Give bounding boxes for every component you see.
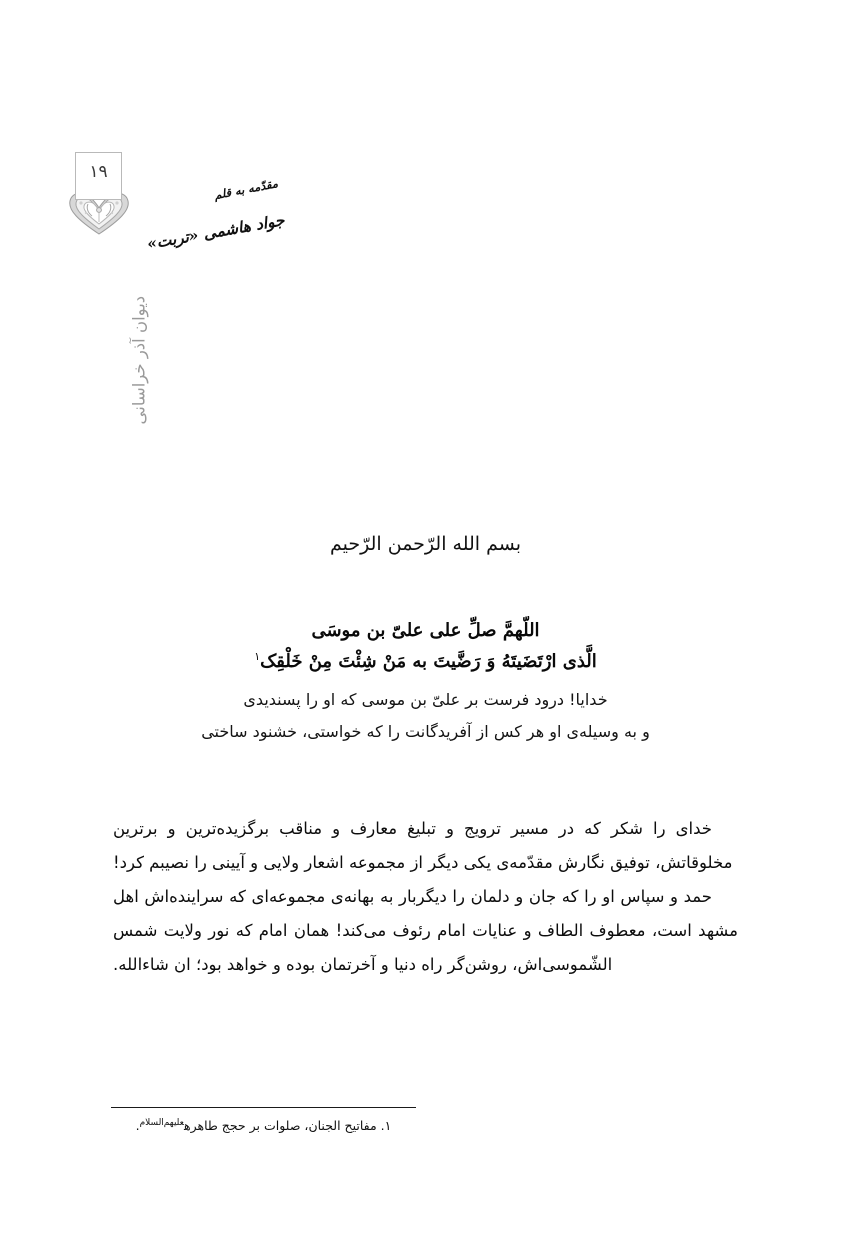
arabic-salawat-line-2-text: الَّذی ارْتَضَیتَهُ وَ رَضَّیتَ به مَنْ شِئْتَ مِنْ خَلْقِک (260, 651, 597, 672)
calligraphy-line-1: مقدّمه به قلم (213, 176, 280, 203)
folio-number: ۱۹ (89, 162, 108, 182)
body-paragraph-2: حمد و سپاس او را که جان و دلمان را دیگربار به بهانه‌ی مجموعه‌ای که سراینده‌اش اهل مشهد است، معطوف الطاف و عنایات امام رئوف می‌کند! همان امام که نور ولایت شمس الشّموسی‌اش، روشن‌گر راه دنیا و آخرتمان بوده و خواهد بود؛ ان شاءالله. (113, 886, 738, 974)
arabic-salawat-line-2 (0, 646, 851, 678)
honorific-ligature: علیهم‌السلام (139, 1118, 184, 1128)
calligraphic-attribution (134, 172, 284, 252)
translation-line-2: و به وسیله‌ی او هر کس از آفریدگانت را که خواستی، خشنود ساختی (201, 721, 650, 741)
footnote-entry (111, 1116, 416, 1136)
folio-number-box (75, 152, 122, 200)
footnote-text: مفاتیح الجنان، صلوات بر حجج طاهره (183, 1118, 377, 1134)
footnote-marker: ۱. (380, 1118, 392, 1134)
arabic-salawat-line-1: اللّهمَّ صلِّ علی علیّ بن موسَی (311, 619, 540, 641)
calligraphy-line-2: جواد هاشمی «تربت» (145, 210, 286, 254)
running-title-vertical: دیوان آذر خراسانی (129, 295, 149, 425)
running-header (66, 152, 286, 425)
translation-line-1: خدایا! درود فرست بر علیّ بن موسی که او را پسندیدی (243, 689, 608, 709)
footnote-reference-marker: ۱ (254, 650, 261, 663)
bismillah-line: بسم الله الرّحمن الرّحیم (330, 533, 521, 555)
footnote-terminator: . (135, 1118, 140, 1134)
body-paragraph-1: خدای را شکر که در مسیر ترویج و تبلیغ معارف و مناقب برگزیده‌ترین و برترین مخلوقاتش، توفیق نگارش مقدّمه‌ی یکی دیگر از مجموعه اشعار ولایی و آیینی را نصیبم کرد! (113, 819, 733, 872)
invocation-block (0, 530, 851, 748)
body-text-column (113, 812, 738, 982)
footnote-separator-rule (111, 1107, 416, 1108)
